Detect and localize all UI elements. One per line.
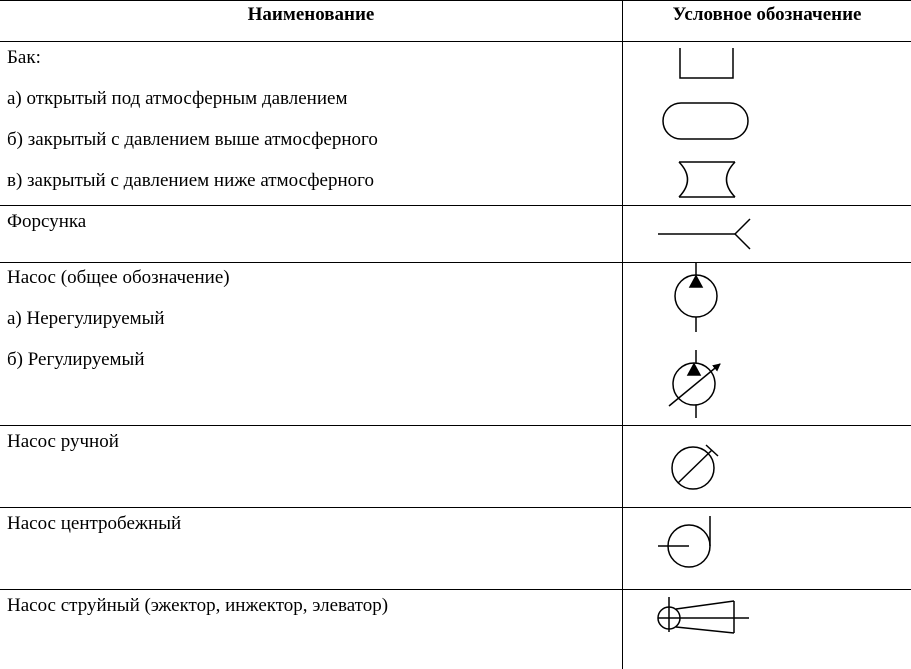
pump-jet-icon	[658, 597, 749, 633]
tank-open-icon	[680, 48, 733, 78]
header-symbol: Условное обозначение	[672, 4, 862, 25]
row-pump-jet-label: Насос струйный (эжектор, инжектор, элеватор)	[7, 595, 389, 616]
row-nozzle-label: Форсунка	[7, 211, 87, 232]
row-pump-manual-label: Насос ручной	[7, 431, 119, 452]
header-name: Наименование	[247, 4, 375, 25]
pump-unregulated-icon	[675, 262, 717, 332]
row-tank-label: Бак:	[7, 47, 41, 68]
row-tank-high-label: б) закрытый с давлением выше атмосферного	[7, 129, 378, 150]
pump-manual-icon	[672, 445, 718, 489]
pump-centrifugal-icon	[658, 516, 710, 567]
tank-closed-high-pressure-icon	[663, 103, 748, 139]
row-pump-label: Насос (общее обозначение)	[7, 267, 230, 288]
row-pump-centrifugal-label: Насос центробежный	[7, 513, 182, 534]
row-tank-low-label: в) закрытый с давлением ниже атмосферного	[7, 170, 374, 191]
pump-regulated-icon	[669, 350, 720, 418]
nozzle-icon	[658, 219, 750, 249]
tank-closed-low-pressure-icon	[679, 162, 735, 197]
row-pump-regulated-label: б) Регулируемый	[7, 349, 145, 370]
row-pump-unregulated-label: а) Нерегулируемый	[7, 308, 165, 329]
row-tank-open-label: а) открытый под атмосферным давлением	[7, 88, 348, 109]
